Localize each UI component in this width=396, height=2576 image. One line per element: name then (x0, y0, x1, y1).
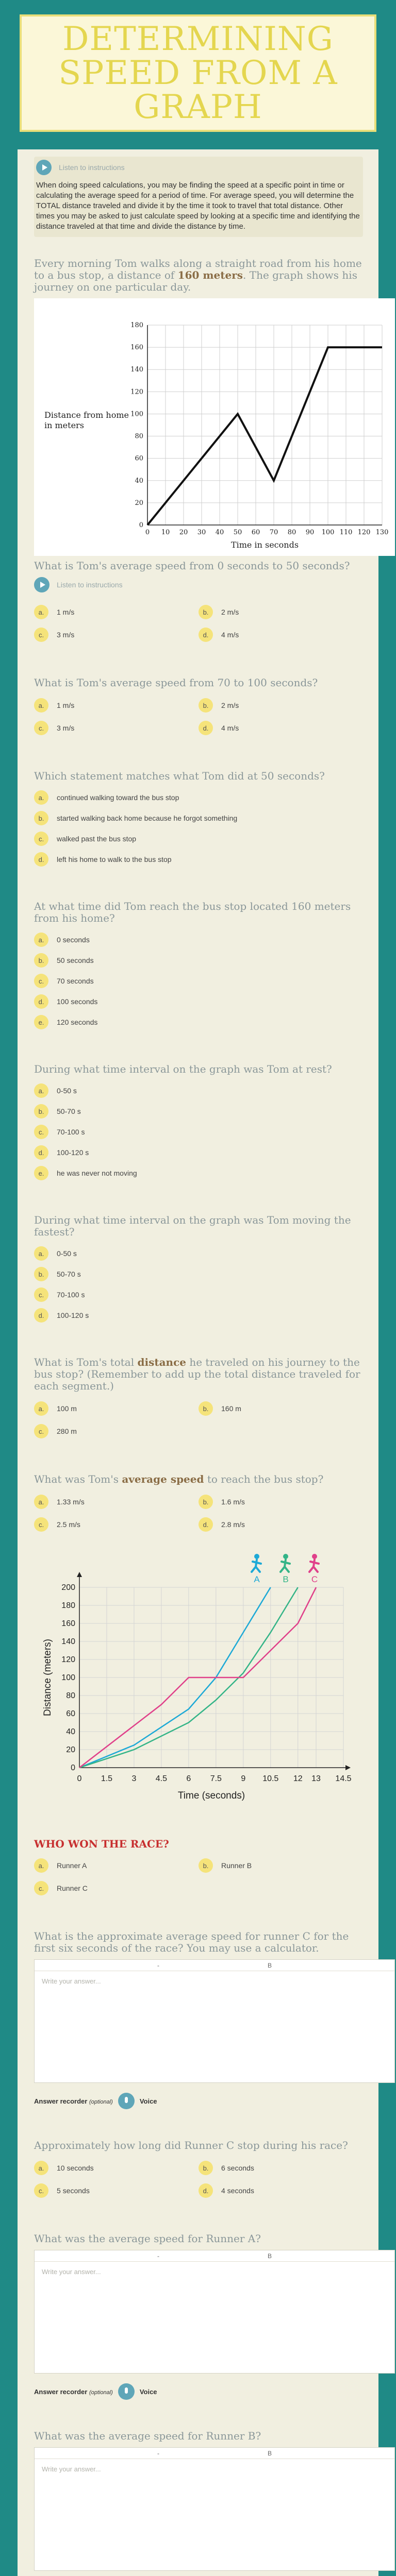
choice-text: 0-50 s (57, 1249, 77, 1258)
toolbar-dash-button[interactable]: - (157, 2449, 159, 2457)
answer-choice[interactable] (34, 717, 199, 739)
choice-letter: a. (34, 933, 48, 947)
answer-choice[interactable] (34, 1305, 363, 1326)
answer-choice[interactable] (34, 971, 363, 991)
y-tick-label: 100 (61, 1673, 75, 1682)
choice-text: 70-100 s (57, 1128, 85, 1136)
answer-choice[interactable] (34, 2157, 199, 2179)
audio-label[interactable]: Listen to instructions (57, 581, 123, 589)
bold-button[interactable]: B (267, 2449, 272, 2457)
legend-label: C (311, 1574, 318, 1584)
x-axis-arrow (345, 1765, 351, 1770)
bold-button[interactable]: B (267, 1961, 272, 1969)
x-tick-label: 40 (215, 529, 224, 536)
choice-text: started walking back home because he forgot something (57, 814, 238, 822)
choice-text: 70-100 s (57, 1291, 85, 1299)
choice-letter: c. (34, 1517, 48, 1532)
choice-text: Runner A (57, 1861, 87, 1870)
answer-choice[interactable] (199, 717, 363, 739)
race-chart (39, 1551, 359, 1835)
answer-textbox[interactable] (34, 2250, 395, 2374)
x-tick-label: 50 (233, 529, 242, 536)
audio-label[interactable]: Listen to instructions (59, 163, 125, 172)
x-tick-label: 100 (321, 529, 335, 536)
runner-icon (312, 1554, 317, 1559)
choice-text: 50-70 s (57, 1107, 81, 1115)
answer-choice[interactable] (34, 929, 363, 950)
answer-choice[interactable] (199, 1490, 363, 1513)
y-tick-label: 140 (61, 1637, 75, 1646)
choice-text: 2 m/s (221, 701, 239, 709)
answer-choice[interactable] (34, 1877, 199, 1900)
answer-placeholder[interactable]: Write your answer... (42, 2465, 101, 2473)
text-toolbar (35, 2250, 394, 2262)
choice-text: 2 m/s (221, 608, 239, 616)
choice-letter: d. (199, 2183, 213, 2198)
play-icon[interactable] (34, 577, 50, 592)
choice-letter: c. (34, 721, 48, 735)
choice-text: left his home to walk to the bus stop (57, 855, 172, 863)
answer-recorder (34, 2093, 363, 2109)
question-keyword: average speed (122, 1473, 204, 1485)
question-keyword: distance (137, 1356, 186, 1368)
y-tick-label: 20 (66, 1745, 75, 1754)
answer-choice[interactable] (34, 1101, 363, 1122)
answer-choice[interactable] (199, 601, 363, 623)
answer-choice[interactable] (34, 849, 363, 870)
y-axis-label: Distance (meters) (42, 1639, 53, 1716)
y-tick-label: 160 (130, 344, 143, 352)
voice-button[interactable]: Voice (139, 2387, 157, 2396)
x-tick-label: 10.5 (262, 1774, 279, 1783)
answer-choice[interactable] (34, 950, 363, 971)
runner-icon (283, 1554, 288, 1559)
runner-icon (280, 1560, 290, 1572)
answer-choices (34, 1080, 363, 1183)
y-axis-label: Distance from home (44, 410, 129, 420)
x-tick-label: 13 (311, 1774, 321, 1783)
answer-choice[interactable] (199, 2179, 363, 2202)
title-card (20, 14, 376, 132)
choice-letter: d. (34, 1308, 48, 1323)
question-text-after: to reach the bus stop? (204, 1473, 324, 1485)
question-title: WHO WON THE RACE? (34, 1838, 169, 1850)
choice-text: 50-70 s (57, 1270, 81, 1278)
y-tick-label: 80 (135, 432, 143, 440)
answer-choices (34, 787, 363, 870)
choice-letter: b. (199, 2161, 213, 2175)
legend-label: B (283, 1574, 289, 1584)
question-text-before: What is Tom's total (34, 1356, 138, 1368)
question-text-after: he traveled on his journey to the bus stop? (Remember to add up the total distance traveled for each segment.) (34, 1356, 360, 1392)
y-tick-label: 0 (71, 1764, 75, 1772)
x-tick-label: 90 (305, 529, 315, 536)
y-axis-label: in meters (44, 420, 84, 430)
answer-choice[interactable] (34, 694, 199, 717)
y-tick-label: 40 (66, 1727, 75, 1736)
audio-player (36, 160, 361, 175)
question-text-before: What was Tom's (34, 1473, 122, 1485)
choice-text: Runner B (221, 1861, 252, 1870)
y-tick-label: 80 (66, 1691, 75, 1700)
answer-choices (34, 694, 363, 739)
answer-textbox[interactable] (34, 1959, 395, 2083)
x-axis-label: Time in seconds (230, 540, 299, 550)
choice-letter: c. (34, 974, 48, 988)
choice-text: 1 m/s (57, 701, 75, 709)
y-tick-label: 200 (61, 1583, 75, 1592)
choice-text: 1 m/s (57, 608, 75, 616)
choice-letter: b. (34, 953, 48, 968)
distance-time-graph (34, 298, 395, 556)
answer-choice[interactable] (34, 1397, 199, 1420)
answer-choice[interactable] (34, 1163, 363, 1183)
choice-text: 2.5 m/s (57, 1520, 80, 1529)
question-title: What was the average speed for Runner B? (34, 2430, 261, 2442)
choice-text: walked past the bus stop (57, 835, 137, 843)
choice-letter: a. (34, 605, 48, 619)
answer-placeholder[interactable]: Write your answer... (42, 2268, 101, 2276)
choice-letter: b. (199, 1401, 213, 1416)
choice-text: 0 seconds (57, 936, 90, 944)
choice-letter: d. (34, 1145, 48, 1160)
toolbar-dash-button[interactable]: - (157, 1961, 159, 1969)
voice-button[interactable]: Voice (139, 2097, 157, 2105)
choice-letter: a. (34, 698, 48, 713)
y-tick-label: 120 (61, 1655, 75, 1664)
x-tick-label: 14.5 (335, 1774, 352, 1783)
x-tick-label: 6 (186, 1774, 191, 1783)
answer-choice[interactable] (34, 1854, 199, 1877)
answer-choices (34, 1854, 363, 1900)
answer-choice[interactable] (34, 1142, 363, 1163)
question-title: What is Tom's average speed from 0 seconds to 50 seconds? (34, 560, 350, 572)
y-tick-label: 40 (135, 477, 143, 485)
y-tick-label: 160 (61, 1619, 75, 1628)
choice-text: 70 seconds (57, 977, 94, 985)
answer-choices (34, 1397, 363, 1443)
text-toolbar (35, 1960, 394, 1971)
choice-letter: d. (34, 852, 48, 867)
intro-text: When doing speed calculations, you may be finding the speed at a specific point in time or calculating the average speed for a period of time. For average speed, you will determine the TOTAL distance traveled and divide it by the time it took to travel that total distance. Other times you may be asked to just calculate speed by looking at a specific time and identifying the distance traveled at that time and divide the distance by time. (36, 181, 360, 231)
choice-letter: d. (199, 628, 213, 642)
choice-letter: c. (34, 2183, 48, 2198)
audio-player (34, 577, 363, 592)
choice-text: 160 m (221, 1404, 241, 1413)
y-tick-label: 120 (130, 388, 143, 396)
choice-text: continued walking toward the bus stop (57, 793, 179, 802)
choice-text: 3 m/s (57, 631, 75, 639)
x-tick-label: 9 (241, 1774, 246, 1783)
choice-text: 100-120 s (57, 1311, 89, 1319)
choice-letter: d. (199, 721, 213, 735)
y-tick-label: 60 (135, 454, 143, 463)
answer-choice[interactable] (34, 808, 363, 828)
runner-icon (252, 1560, 261, 1572)
x-tick-label: 10 (161, 529, 170, 536)
x-axis-label: Time (seconds) (177, 1790, 245, 1801)
answer-choice[interactable] (199, 1854, 363, 1877)
choice-letter: a. (34, 1495, 48, 1509)
choice-text: 100 m (57, 1404, 77, 1413)
choice-letter: c. (34, 832, 48, 846)
answer-choice[interactable] (34, 991, 363, 1012)
choice-letter: a. (34, 790, 48, 805)
choice-letter: d. (34, 994, 48, 1009)
intro-box (34, 157, 363, 237)
answer-choice[interactable] (34, 1513, 199, 1536)
y-tick-label: 20 (135, 499, 143, 507)
x-tick-label: 4.5 (155, 1774, 168, 1783)
answer-choice[interactable] (199, 1397, 363, 1420)
microphone-icon[interactable] (118, 2093, 135, 2109)
answer-recorder (34, 2384, 363, 2399)
question-title: Which statement matches what Tom did at 50 seconds? (34, 770, 325, 782)
question-title: Approximately how long did Runner C stop during his race? (34, 2139, 348, 2151)
question-title (34, 1357, 363, 1392)
choice-letter: a. (34, 1858, 48, 1873)
choice-text: 280 m (57, 1427, 77, 1435)
x-tick-label: 0 (145, 529, 150, 536)
question-title (34, 1473, 363, 1485)
x-tick-label: 0 (77, 1774, 82, 1783)
choice-text: 50 seconds (57, 956, 94, 964)
choice-letter: b. (199, 698, 213, 713)
choice-letter: b. (199, 1858, 213, 1873)
y-axis-arrow (77, 1572, 82, 1577)
x-tick-label: 12 (293, 1774, 303, 1783)
answer-choice[interactable] (34, 1490, 199, 1513)
choice-text: 1.33 m/s (57, 1498, 85, 1506)
x-tick-label: 20 (179, 529, 188, 536)
choice-text: 10 seconds (57, 2164, 94, 2172)
problem-text-after: . The graph shows his journey on one particular day. (34, 269, 357, 293)
answer-choices (34, 2157, 363, 2202)
choice-letter: a. (34, 1083, 48, 1098)
problem-text-before: Every morning Tom walks along a straight road from his home to a bus stop, a distance of (34, 257, 362, 281)
text-toolbar (35, 2448, 394, 2459)
choice-letter: e. (34, 1015, 48, 1029)
problem-statement (34, 258, 363, 293)
choice-text: 120 seconds (57, 1018, 98, 1026)
bold-button[interactable]: B (267, 2252, 272, 2260)
answer-choices (34, 929, 363, 1032)
choice-letter: b. (34, 811, 48, 825)
choice-text: 5 seconds (57, 2187, 90, 2195)
answer-choice[interactable] (34, 787, 363, 808)
recorder-label: Answer recorder (optional) (34, 2097, 113, 2105)
choice-letter: e. (34, 1166, 48, 1180)
runner-distance-chart (39, 1551, 359, 1835)
answer-choice[interactable] (34, 1420, 199, 1443)
x-tick-label: 130 (375, 529, 389, 536)
answer-choice[interactable] (34, 1264, 363, 1284)
choice-text: 3 m/s (57, 724, 75, 732)
worksheet-content (0, 149, 396, 2576)
recorder-label: Answer recorder (optional) (34, 2387, 113, 2396)
answer-choice[interactable] (34, 1122, 363, 1142)
choice-letter: c. (34, 1424, 48, 1438)
answer-textbox[interactable] (34, 2447, 395, 2571)
x-tick-label: 110 (339, 529, 353, 536)
choice-text: 0-50 s (57, 1087, 77, 1095)
toolbar-dash-button[interactable]: - (157, 2252, 159, 2260)
choice-text: 100 seconds (57, 997, 98, 1006)
question-title: What is the approximate average speed for runner C for the first six seconds of the race? You may use a calculator. (34, 1930, 349, 1954)
play-icon[interactable] (36, 160, 52, 175)
question-title: During what time interval on the graph was Tom at rest? (34, 1063, 332, 1075)
choice-letter: b. (199, 1495, 213, 1509)
question-title: During what time interval on the graph was Tom moving the fastest? (34, 1214, 351, 1238)
answer-choice[interactable] (199, 2157, 363, 2179)
choice-text: he was never not moving (57, 1169, 137, 1177)
choice-letter: a. (34, 2161, 48, 2175)
x-tick-label: 1.5 (101, 1774, 113, 1783)
answer-choice[interactable] (199, 694, 363, 717)
answer-placeholder[interactable]: Write your answer... (42, 1977, 101, 1985)
header-band (0, 0, 396, 149)
choice-text: 1.6 m/s (221, 1498, 245, 1506)
x-tick-label: 7.5 (210, 1774, 222, 1783)
tom-journey-chart (34, 298, 395, 556)
choice-letter: a. (34, 1401, 48, 1416)
choice-text: 2.8 m/s (221, 1520, 245, 1529)
microphone-icon[interactable] (118, 2383, 135, 2400)
y-tick-label: 140 (130, 366, 143, 374)
answer-choices (34, 1490, 363, 1536)
answer-choice[interactable] (34, 623, 199, 646)
question-title: What is Tom's average speed from 70 to 100 seconds? (34, 676, 318, 689)
choice-letter: c. (34, 628, 48, 642)
choice-letter: c. (34, 1881, 48, 1895)
answer-choices (34, 601, 363, 646)
x-tick-label: 3 (131, 1774, 137, 1783)
x-tick-label: 30 (197, 529, 206, 536)
x-tick-label: 80 (287, 529, 296, 536)
legend-label: A (254, 1574, 260, 1584)
runner-icon (309, 1560, 319, 1572)
choice-letter: b. (34, 1267, 48, 1281)
answer-choice[interactable] (34, 1080, 363, 1101)
answer-choice[interactable] (199, 623, 363, 646)
choice-letter: b. (199, 605, 213, 619)
y-tick-label: 180 (130, 321, 143, 329)
choice-letter: a. (34, 1246, 48, 1261)
question-title: What was the average speed for Runner A? (34, 2232, 261, 2245)
choice-text: 4 m/s (221, 724, 239, 732)
choice-letter: d. (199, 1517, 213, 1532)
page-title: DETERMINING SPEED FROM A GRAPH (58, 20, 338, 126)
choice-text: 4 seconds (221, 2187, 254, 2195)
y-tick-label: 100 (130, 410, 143, 418)
problem-distance: 160 meters (177, 269, 243, 281)
answer-choices (34, 1243, 363, 1326)
question-title: At what time did Tom reach the bus stop located 160 meters from his home? (34, 900, 351, 924)
answer-choice[interactable] (34, 601, 199, 623)
runner-icon (254, 1554, 259, 1559)
x-tick-label: 60 (251, 529, 260, 536)
answer-choice[interactable] (34, 1243, 363, 1264)
x-tick-label: 120 (357, 529, 371, 536)
choice-text: Runner C (57, 1884, 88, 1892)
answer-choice[interactable] (34, 2179, 199, 2202)
answer-choice[interactable] (199, 1513, 363, 1536)
choice-text: 4 m/s (221, 631, 239, 639)
choice-text: 6 seconds (221, 2164, 254, 2172)
choice-letter: b. (34, 1104, 48, 1118)
y-tick-label: 0 (139, 521, 143, 529)
y-tick-label: 60 (66, 1709, 75, 1718)
choice-letter: c. (34, 1125, 48, 1139)
answer-choice[interactable] (34, 1012, 363, 1032)
choice-text: 100-120 s (57, 1148, 89, 1157)
x-tick-label: 70 (269, 529, 278, 536)
answer-choice[interactable] (34, 1284, 363, 1305)
answer-choice[interactable] (34, 828, 363, 849)
y-tick-label: 180 (61, 1601, 75, 1610)
choice-letter: c. (34, 1287, 48, 1302)
